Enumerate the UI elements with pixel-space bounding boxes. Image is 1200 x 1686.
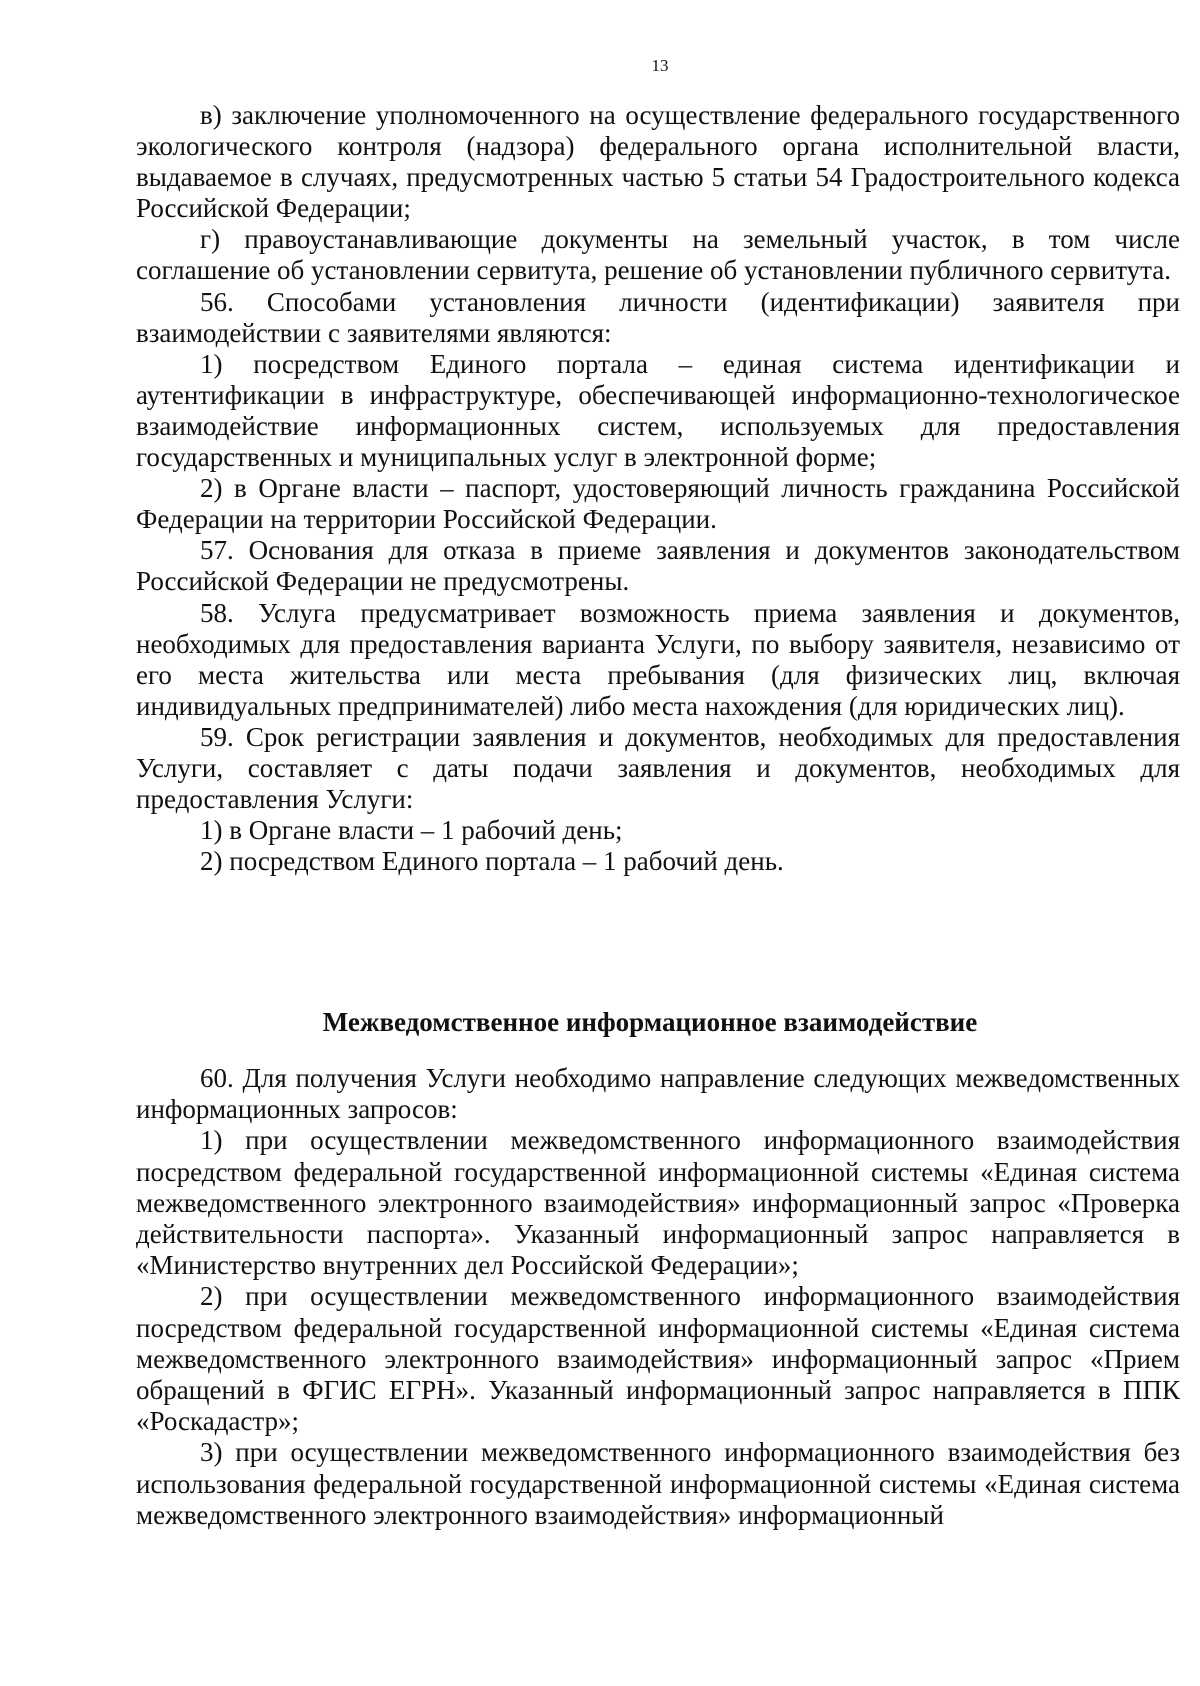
- paragraph-59-item-2: 2) посредством Единого портала – 1 рабочий день.: [200, 846, 784, 877]
- document-body-top: [136, 100, 1180, 877]
- page-number: 13: [651, 56, 669, 75]
- paragraph-59: 59. Срок регистрации заявления и документов, необходимых для предоставления Услуги, составляет с даты подачи заявления и документов, необходимых для предоставления Услуги:: [136, 721, 1180, 815]
- document-body-bottom: [136, 1063, 1180, 1531]
- section-heading: Межведомственное информационное взаимодействие: [322, 1007, 978, 1037]
- paragraph-56: 56. Способами установления личности (идентификации) заявителя при взаимодействии с заявителями являются:: [136, 286, 1180, 348]
- paragraph-56-item-2: 2) в Органе власти – паспорт, удостоверяющий личность гражданина Российской Федерации на территории Российской Федерации.: [136, 473, 1180, 535]
- paragraph-59-item-1: 1) в Органе власти – 1 рабочий день;: [200, 815, 623, 846]
- paragraph-v-conclusion: в) заключение уполномоченного на осуществление федерального государственного экологического контроля (надзора) федерального органа исполнительной власти, выдаваемое в случаях, предусмотренных частью 5 статьи 54 Градостроительного кодекса Российской Федерации;: [136, 100, 1180, 224]
- paragraph-58: 58. Услуга предусматривает возможность приема заявления и документов, необходимых для предоставления варианта Услуги, по выбору заявителя, независимо от его места жительства или места пребывания (для физических лиц, включая индивидуальных предпринимателей) либо места нахождения (для юридических лиц).: [136, 597, 1180, 721]
- paragraph-60-item-1: 1) при осуществлении межведомственного информационного взаимодействия посредством федеральной государственной информационной системы «Единая система межведомственного электронного взаимодействия» информационный запрос «Проверка действительности паспорта». Указанный информационный запрос направляется в «Министерство внутренних дел Российской Федерации»;: [136, 1125, 1180, 1281]
- paragraph-g-title-documents: г) правоустанавливающие документы на земельный участок, в том числе соглашение об установлении сервитута, решение об установлении публичного сервитута.: [136, 224, 1180, 286]
- paragraph-60: 60. Для получения Услуги необходимо направление следующих межведомственных информационных запросов:: [136, 1063, 1180, 1125]
- paragraph-60-item-3: 3) при осуществлении межведомственного информационного взаимодействия без использования федеральной государственной информационной системы «Единая система межведомственного электронного взаимодействия» информационный: [136, 1437, 1180, 1530]
- paragraph-60-item-2: 2) при осуществлении межведомственного информационного взаимодействия посредством федеральной государственной информационной системы «Единая система межведомственного электронного взаимодействия» информационный запрос «Прием обращений в ФГИС ЕГРН». Указанный информационный запрос направляется в ППК «Роскадастр»;: [136, 1281, 1180, 1437]
- paragraph-56-item-1: 1) посредством Единого портала – единая система идентификации и аутентификации в инфраструктуре, обеспечивающей информационно-технологическое взаимодействие информационных систем, используемых для предоставления государственных и муниципальных услуг в электронной форме;: [136, 348, 1180, 473]
- paragraph-57: 57. Основания для отказа в приеме заявления и документов законодательством Российской Федерации не предусмотрены.: [136, 535, 1180, 597]
